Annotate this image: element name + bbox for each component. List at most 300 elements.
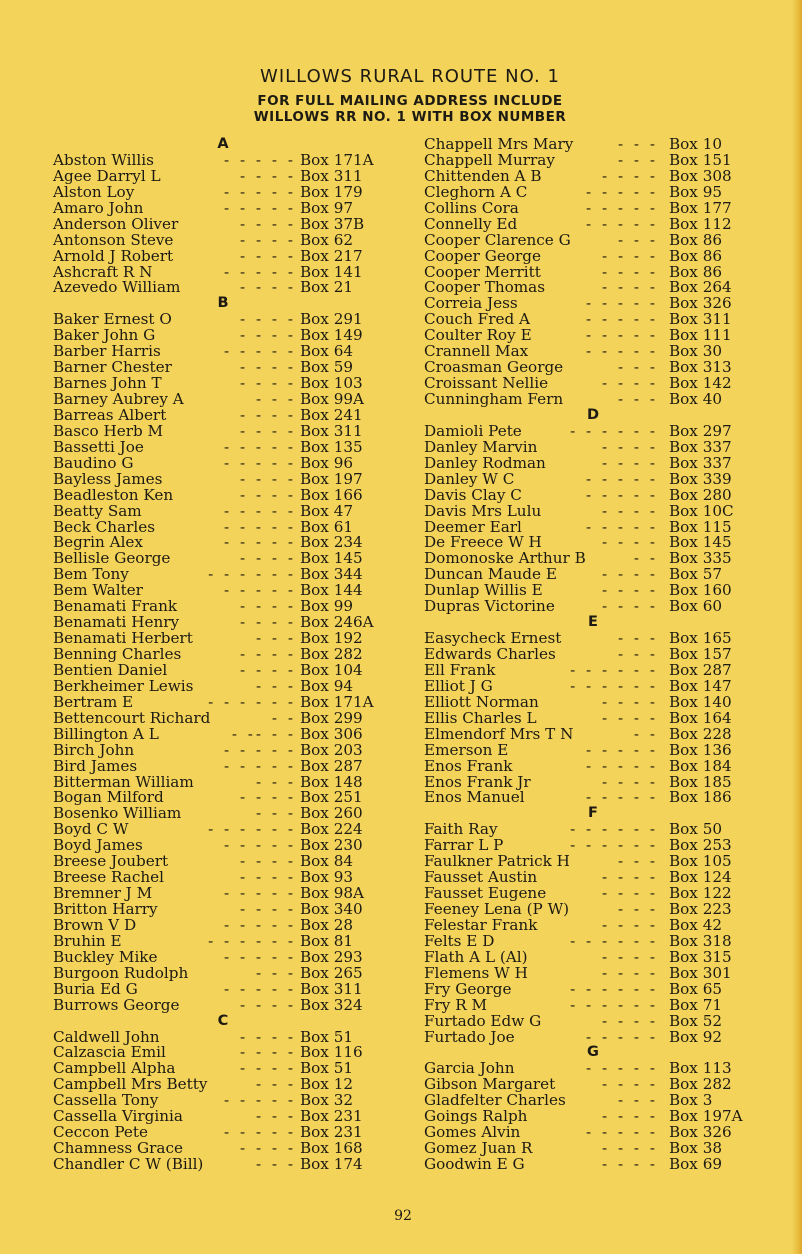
leader-dashes: - - - - - [586, 1027, 658, 1046]
box-number: Box 264 [669, 278, 732, 297]
leader-dashes: - - - - [239, 549, 296, 568]
leader-dashes: - - - - [601, 947, 658, 966]
leader-dashes: - - - - - [224, 342, 296, 361]
entry-name: Ellis Charles L [424, 708, 537, 727]
box-number: Box 318 [669, 931, 732, 950]
entry-name: Campbell Alpha [53, 1059, 176, 1078]
entry-name: Cooper George [424, 246, 541, 265]
entry-name: Anderson Oliver [53, 214, 179, 233]
leader-dashes: - - - - - [224, 517, 296, 536]
entry-name: Damioli Pete [424, 421, 522, 440]
leader-dashes: - - - - [239, 246, 296, 265]
box-number: Box 165 [669, 629, 732, 648]
box-number: Box 142 [669, 374, 732, 393]
entry-name: Baker John G [53, 326, 156, 345]
entry-name: Beadleston Ken [53, 485, 174, 504]
box-number: Box 59 [300, 358, 354, 377]
entry-name: Billington A L [53, 724, 159, 743]
box-number: Box 282 [669, 1075, 732, 1094]
leader-dashes: - - - - - - [570, 979, 658, 998]
leader-dashes: - - - - - [224, 756, 296, 775]
leader-dashes: - - - - [601, 453, 658, 472]
entry-name: Bem Walter [53, 581, 143, 600]
box-number: Box 157 [669, 645, 732, 663]
leader-dashes: - - - [255, 963, 296, 982]
box-number: Box 265 [300, 963, 363, 982]
leader-dashes: - - - - [601, 437, 658, 456]
box-number: Box 313 [669, 358, 732, 377]
box-number: Box 62 [300, 230, 354, 249]
leader-dashes: - - - - - [586, 1123, 658, 1142]
leader-dashes: - - - - - - [570, 995, 658, 1014]
entry-name: Baker Ernest O [53, 310, 172, 329]
directory-entry [424, 1027, 764, 1046]
box-number: Box 197A [669, 1107, 743, 1126]
entry-name: Calzascia Emil [53, 1043, 166, 1062]
entry-name: Agee Darryl L [53, 166, 161, 185]
page-edge [792, 0, 802, 1254]
leader-dashes: - - - [617, 645, 658, 663]
box-number: Box 291 [300, 310, 363, 329]
leader-dashes: - - [633, 724, 658, 743]
entry-name: Beatty Sam [53, 501, 142, 520]
box-number: Box 98A [300, 884, 364, 903]
entry-name: Bassetti Joe [53, 437, 144, 456]
leader-dashes: - - - - - [224, 533, 296, 552]
box-number: Box 260 [300, 804, 363, 823]
box-number: Box 116 [300, 1043, 363, 1062]
entry-name: Felts E D [424, 931, 495, 950]
leader-dashes: - - - - - - [208, 931, 296, 950]
leader-dashes: - - - - [239, 374, 296, 393]
leader-dashes: - - - - [601, 533, 658, 552]
leader-dashes: - - - [255, 804, 296, 823]
box-number: Box 301 [669, 963, 732, 982]
entry-name: Cooper Thomas [424, 278, 546, 297]
entry-name: Benamati Frank [53, 597, 178, 616]
box-number: Box 251 [300, 788, 363, 807]
leader-dashes: - - - - - [586, 1059, 658, 1078]
entry-name: Danley W C [424, 469, 515, 488]
entry-name: Goings Ralph [424, 1107, 528, 1126]
entry-name: Barner Chester [53, 358, 172, 377]
section-letter-heading: D [586, 406, 600, 423]
box-number: Box 287 [669, 660, 732, 679]
box-number: Box 40 [669, 390, 723, 408]
box-number: Box 97 [300, 198, 354, 217]
section-letter-heading: E [588, 614, 598, 631]
entry-name: Barreas Albert [53, 405, 167, 424]
entry-name: Elmendorf Mrs T N [424, 724, 574, 743]
box-number: Box 140 [669, 692, 732, 711]
entry-name: Fry George [424, 979, 512, 998]
entry-name: Ell Frank [424, 660, 496, 679]
entry-name: Boyd James [53, 836, 143, 855]
leader-dashes: - - - - [601, 374, 658, 393]
entry-name: Bremner J M [53, 884, 153, 903]
entry-name: Bertram E [53, 692, 134, 711]
box-number: Box 99 [300, 597, 354, 616]
box-number: Box 151 [669, 150, 732, 169]
leader-dashes: - - - [255, 1155, 296, 1173]
box-number: Box 308 [669, 166, 732, 185]
box-number: Box 297 [669, 421, 732, 440]
leader-dashes: - - - - [601, 581, 658, 600]
box-number: Box 311 [669, 310, 732, 329]
box-number: Box 38 [669, 1139, 723, 1158]
entry-name: Breese Joubert [53, 852, 169, 871]
leader-dashes: - - - - - [586, 198, 658, 217]
entry-name: Enos Manuel [424, 788, 525, 807]
entry-name: Antonson Steve [53, 230, 174, 249]
box-number: Box 32 [300, 1091, 354, 1110]
leader-dashes: - -- - - [231, 724, 296, 743]
leader-dashes: - - - - - [586, 517, 658, 536]
box-number: Box 136 [669, 740, 732, 759]
leader-dashes: - - - - - [586, 294, 658, 313]
entry-name: Domonoske Arthur B [424, 549, 586, 568]
leader-dashes: - - - - - [586, 756, 658, 775]
entry-name: Deemer Earl [424, 517, 522, 536]
box-number: Box 144 [300, 581, 363, 600]
leader-dashes: - - - - - - [570, 421, 658, 440]
box-number: Box 42 [669, 915, 723, 934]
leader-dashes: - - - [255, 629, 296, 648]
leader-dashes: - - - [617, 150, 658, 169]
entry-name: Croissant Nellie [424, 374, 549, 393]
leader-dashes: - - - - [601, 1155, 658, 1173]
leader-dashes: - - [633, 549, 658, 568]
leader-dashes: - - - - - [586, 342, 658, 361]
box-number: Box 203 [300, 740, 363, 759]
box-number: Box 311 [300, 979, 363, 998]
entry-name: Cleghorn A C [424, 182, 528, 201]
box-number: Box 282 [300, 645, 363, 663]
entry-name: Cooper Merritt [424, 262, 541, 281]
entry-name: Flath A L (Al) [424, 947, 528, 966]
box-number: Box 65 [669, 979, 723, 998]
leader-dashes: - - - - - [224, 979, 296, 998]
entry-name: Campbell Mrs Betty [53, 1075, 208, 1094]
box-number: Box 93 [300, 868, 354, 887]
entry-name: Edwards Charles [424, 645, 556, 663]
right-directory-column [424, 137, 764, 1173]
box-number: Box 21 [300, 278, 354, 297]
directory-entry [53, 280, 398, 296]
box-number: Box 337 [669, 437, 732, 456]
leader-dashes: - - - [617, 358, 658, 377]
box-number: Box 160 [669, 581, 732, 600]
box-number: Box 69 [669, 1155, 723, 1173]
entry-name: Arnold J Robert [53, 246, 174, 265]
leader-dashes: - - - - [239, 278, 296, 297]
entry-name: Elliot J G [424, 676, 493, 695]
directory-entry [424, 790, 764, 806]
entry-name: Ashcraft R N [53, 262, 153, 281]
leader-dashes: - - - - [601, 278, 658, 297]
leader-dashes: - - - - - [224, 947, 296, 966]
leader-dashes: - - - - - [586, 485, 658, 504]
box-number: Box 326 [669, 1123, 732, 1142]
directory-entry [424, 392, 764, 408]
entry-name: Couch Fred A [424, 310, 530, 329]
box-number: Box 253 [669, 836, 732, 855]
box-number: Box 335 [669, 549, 732, 568]
leader-dashes: - - - - [239, 469, 296, 488]
box-number: Box 47 [300, 501, 354, 520]
box-number: Box 148 [300, 772, 363, 791]
entry-name: Cooper Clarence G [424, 230, 571, 249]
section-letter-heading: G [587, 1044, 599, 1061]
entry-name: Fausset Austin [424, 868, 538, 887]
leader-dashes: - - - [617, 230, 658, 249]
leader-dashes: - - - [617, 135, 658, 153]
box-number: Box 234 [300, 533, 363, 552]
leader-dashes: - - - - [601, 501, 658, 520]
box-number: Box 230 [300, 836, 363, 855]
leader-dashes: - - - - - - [570, 836, 658, 855]
box-number: Box 339 [669, 469, 732, 488]
entry-name: Cassella Tony [53, 1091, 159, 1110]
leader-dashes: - - - - [239, 326, 296, 345]
leader-dashes: - - - - - [224, 915, 296, 934]
entry-name: Benning Charles [53, 645, 182, 663]
box-number: Box 61 [300, 517, 354, 536]
entry-name: Faulkner Patrick H [424, 852, 570, 871]
leader-dashes: - - - - - - [208, 820, 296, 839]
box-number: Box 81 [300, 931, 354, 950]
entry-name: Barnes John T [53, 374, 162, 393]
box-number: Box 192 [300, 629, 363, 648]
leader-dashes: - - - - - [224, 501, 296, 520]
box-number: Box 60 [669, 597, 723, 616]
leader-dashes: - - - - [239, 230, 296, 249]
entry-name: Benamati Herbert [53, 629, 193, 648]
entry-name: Collins Cora [424, 198, 519, 217]
leader-dashes: - - - - [601, 963, 658, 982]
box-number: Box 37B [300, 214, 365, 233]
leader-dashes: - - - - - [224, 884, 296, 903]
box-number: Box 186 [669, 788, 732, 807]
entry-name: Chittenden A B [424, 166, 542, 185]
box-number: Box 64 [300, 342, 354, 361]
box-number: Box 340 [300, 900, 363, 918]
entry-name: Britton Harry [53, 900, 158, 918]
box-number: Box 311 [300, 166, 363, 185]
entry-name: Azevedo William [53, 278, 181, 297]
box-number: Box 147 [669, 676, 732, 695]
entry-name: Burrows George [53, 995, 180, 1014]
entry-name: Bayless James [53, 469, 163, 488]
leader-dashes: - - - - [239, 421, 296, 440]
entry-name: Dunlap Willis E [424, 581, 543, 600]
leader-dashes: - - - - [239, 995, 296, 1014]
box-number: Box 315 [669, 947, 732, 966]
leader-dashes: - - - - - - [208, 565, 296, 584]
box-number: Box 197 [300, 469, 363, 488]
box-number: Box 184 [669, 756, 732, 775]
box-number: Box 30 [669, 342, 723, 361]
entry-name: Furtado Joe [424, 1027, 515, 1046]
leader-dashes: - - - [617, 900, 658, 918]
entry-name: Barney Aubrey A [53, 390, 184, 408]
entry-name: Beck Charles [53, 517, 156, 536]
box-number: Box 28 [300, 915, 354, 934]
entry-name: Bogan Milford [53, 788, 164, 807]
leader-dashes: - - - - [601, 1139, 658, 1158]
entry-name: Chappell Murray [424, 150, 555, 169]
box-number: Box 231 [300, 1107, 363, 1126]
leader-dashes: - - - - - [586, 310, 658, 329]
leader-dashes: - - - - [239, 310, 296, 329]
box-number: Box 86 [669, 262, 723, 281]
leader-dashes: - - - - - [224, 262, 296, 281]
entry-name: Emerson E [424, 740, 509, 759]
box-number: Box 71 [669, 995, 723, 1014]
subtitle-line-2: WILLOWS RR NO. 1 WITH BOX NUMBER [253, 109, 567, 125]
box-number: Box 103 [300, 374, 363, 393]
leader-dashes: - - - - [601, 246, 658, 265]
leader-dashes: - - - - - - [570, 660, 658, 679]
entry-name: Croasman George [424, 358, 564, 377]
entry-name: Berkheimer Lewis [53, 676, 194, 695]
box-number: Box 344 [300, 565, 363, 584]
leader-dashes: - - - - [239, 788, 296, 807]
leader-dashes: - - - - [601, 262, 658, 281]
box-number: Box 179 [300, 182, 363, 201]
entry-name: Bitterman William [53, 772, 194, 791]
entry-name: Baudino G [53, 453, 134, 472]
box-number: Box 293 [300, 947, 363, 966]
box-number: Box 10 [669, 135, 723, 153]
box-number: Box 94 [300, 676, 354, 695]
leader-dashes: - - - - [239, 485, 296, 504]
leader-dashes: - - - - [239, 1139, 296, 1158]
box-number: Box 124 [669, 868, 732, 887]
leader-dashes: - - - [255, 390, 296, 408]
box-number: Box 228 [669, 724, 732, 743]
leader-dashes: - - - - - [586, 740, 658, 759]
entry-name: Barber Harris [53, 342, 161, 361]
entry-name: Bruhin E [53, 931, 122, 950]
entry-name: Alston Loy [53, 182, 135, 201]
entry-name: Danley Rodman [424, 453, 546, 472]
entry-name: Ceccon Pete [53, 1123, 148, 1142]
entry-name: Bellisle George [53, 549, 171, 568]
leader-dashes: - - - - - [224, 182, 296, 201]
leader-dashes: - - - - [239, 660, 296, 679]
entry-name: Crannell Max [424, 342, 529, 361]
leader-dashes: - - - [255, 676, 296, 695]
entry-name: Basco Herb M [53, 421, 164, 440]
leader-dashes: - - - - [239, 166, 296, 185]
box-number: Box 113 [669, 1059, 732, 1078]
leader-dashes: - - - [255, 1075, 296, 1094]
entry-name: Elliott Norman [424, 692, 539, 711]
leader-dashes: - - - - [601, 565, 658, 584]
box-number: Box 171A [300, 150, 374, 169]
leader-dashes: - - - - [601, 915, 658, 934]
leader-dashes: - - - - - [224, 198, 296, 217]
box-number: Box 326 [669, 294, 732, 313]
leader-dashes: - - - - [601, 166, 658, 185]
leader-dashes: - - - - [601, 1011, 658, 1030]
entry-name: Faith Ray [424, 820, 498, 839]
box-number: Box 86 [669, 246, 723, 265]
box-number: Box 135 [300, 437, 363, 456]
section-letter-heading: C [217, 1012, 229, 1029]
leader-dashes: - - - - [239, 613, 296, 632]
leader-dashes: - - - - [239, 405, 296, 424]
entry-name: Caldwell John [53, 1027, 160, 1046]
entry-name: De Freece W H [424, 533, 542, 552]
entry-name: Davis Clay C [424, 485, 522, 504]
leader-dashes: - - - - - [224, 437, 296, 456]
box-number: Box 10C [669, 501, 734, 520]
entry-name: Feeney Lena (P W) [424, 900, 570, 918]
box-number: Box 141 [300, 262, 363, 281]
entry-name: Goodwin E G [424, 1155, 525, 1173]
entry-name: Garcia John [424, 1059, 515, 1078]
box-number: Box 51 [300, 1059, 354, 1078]
leader-dashes: - - - - [601, 884, 658, 903]
entry-name: Enos Frank Jr [424, 772, 531, 791]
leader-dashes: - - - [617, 1091, 658, 1110]
directory-entry [424, 599, 764, 615]
leader-dashes: - - - - [601, 772, 658, 791]
entry-name: Flemens W H [424, 963, 528, 982]
entry-name: Boyd C W [53, 820, 129, 839]
entry-name: Cassella Virginia [53, 1107, 183, 1126]
box-number: Box 217 [300, 246, 363, 265]
entry-name: Bettencourt Richard [53, 708, 211, 727]
leader-dashes: - - - [255, 772, 296, 791]
section-letter-heading: B [217, 295, 229, 312]
box-number: Box 324 [300, 995, 363, 1014]
entry-name: Davis Mrs Lulu [424, 501, 542, 520]
box-number: Box 287 [300, 756, 363, 775]
entry-name: Abston Willis [53, 150, 154, 169]
leader-dashes: - - - - [239, 597, 296, 616]
box-number: Box 231 [300, 1123, 363, 1142]
box-number: Box 105 [669, 852, 732, 871]
box-number: Box 223 [669, 900, 732, 918]
leader-dashes: - - - - [239, 852, 296, 871]
leader-dashes: - - - - - [224, 1123, 296, 1142]
leader-dashes: - - - - - [586, 182, 658, 201]
leader-dashes: - - - - - - [570, 931, 658, 950]
box-number: Box 306 [300, 724, 363, 743]
box-number: Box 12 [300, 1075, 354, 1094]
leader-dashes: - - - - - [586, 469, 658, 488]
leader-dashes: - - - - - [586, 214, 658, 233]
entry-name: Bosenko William [53, 804, 182, 823]
leader-dashes: - - - [617, 852, 658, 871]
entry-name: Bem Tony [53, 565, 129, 584]
box-number: Box 99A [300, 390, 364, 408]
leader-dashes: - - - - - [224, 453, 296, 472]
entry-name: Bird James [53, 756, 138, 775]
box-number: Box 50 [669, 820, 723, 839]
entry-name: Birch John [53, 740, 135, 759]
entry-name: Fry R M [424, 995, 488, 1014]
entry-name: Buria Ed G [53, 979, 138, 998]
directory-entry [53, 1157, 398, 1173]
leader-dashes: - - - - - [224, 836, 296, 855]
leader-dashes: - - - - [239, 868, 296, 887]
entry-name: Furtado Edw G [424, 1011, 542, 1030]
box-number: Box 164 [669, 708, 732, 727]
